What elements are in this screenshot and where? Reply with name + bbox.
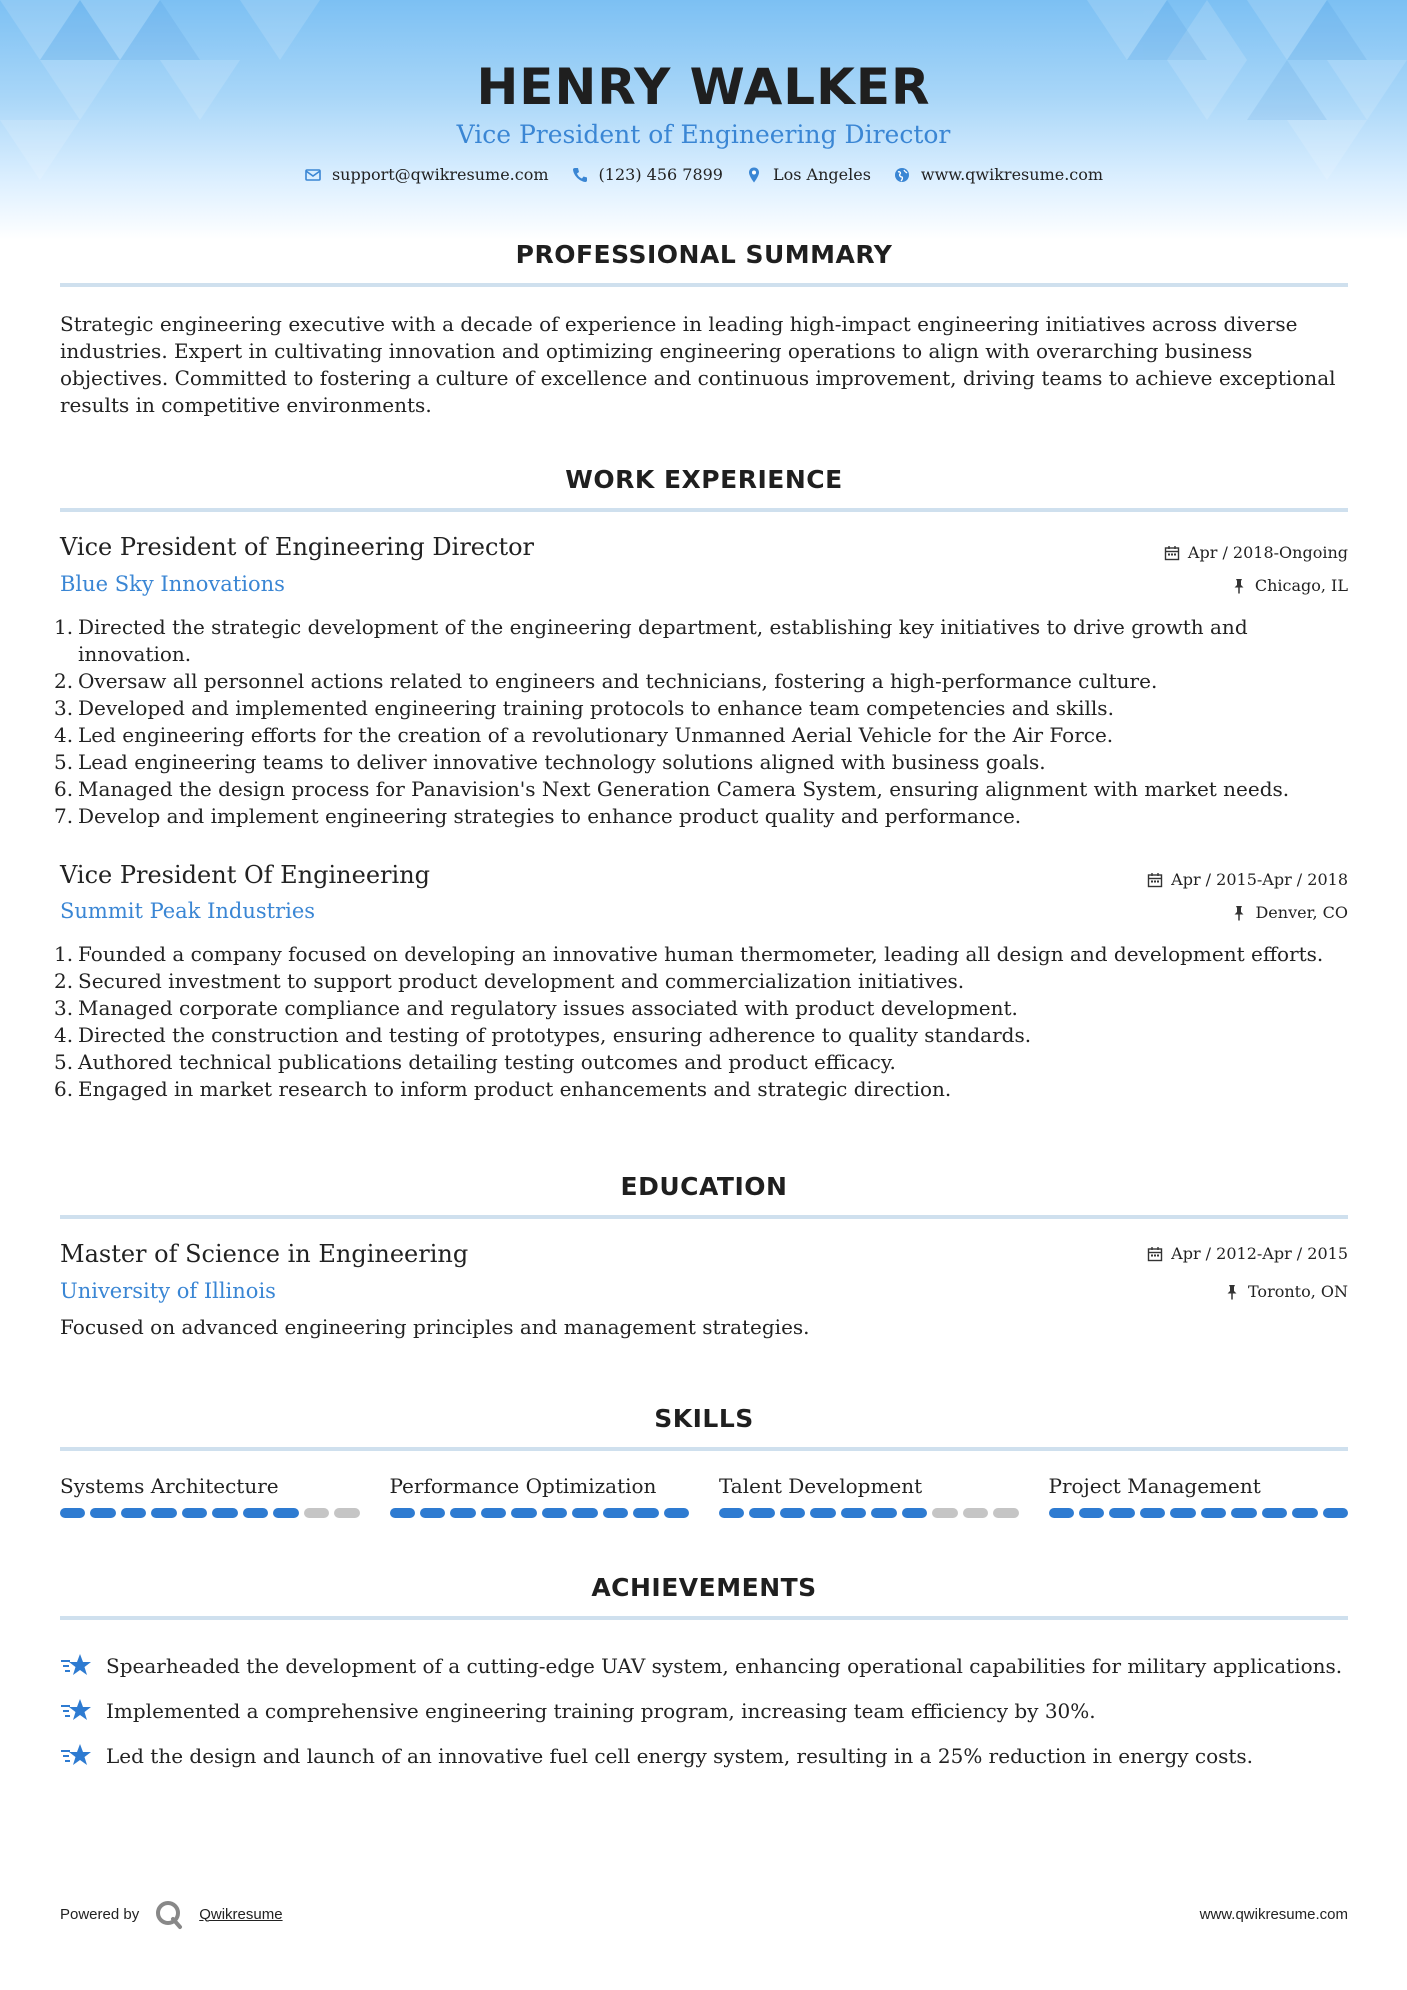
powered-by-label: Powered by [60,1905,140,1923]
skill-item [60,1474,360,1518]
skill-segment-empty [334,1508,359,1518]
star-icon [60,1742,92,1770]
list-item: 6. Engaged in market research to inform product enhancements and strategic direction. [54,1077,952,1101]
skill-segment-filled [902,1508,927,1518]
summary-heading: PROFESSIONAL SUMMARY [515,240,893,269]
achievement-text: Spearheaded the development of a cutting-edge UAV system, enhancing operational capabilities for military applications. [106,1653,1343,1678]
achievements-heading: ACHIEVEMENTS [591,1573,817,1602]
map-pin-icon [745,166,763,184]
contact-phone-text: (123) 456 7899 [598,165,723,184]
summary-divider [60,283,1348,287]
education-location [1224,1282,1348,1301]
skill-segment-filled [542,1508,567,1518]
job-2-title: Vice President Of Engineering [60,861,431,889]
job-1-dates [1164,543,1348,562]
skill-name: Systems Architecture [60,1474,279,1498]
skill-segment-filled [1140,1508,1165,1518]
skill-rating-bar [1049,1508,1349,1518]
education-location-text: Toronto, ON [1248,1282,1348,1301]
calendar-icon [1147,872,1163,888]
list-item: 6. Managed the design process for Panavision's Next Generation Camera System, ensuring alignment with market needs. [54,777,1290,801]
candidate-name: HENRY WALKER [476,58,931,116]
achievement-item [60,1688,1350,1733]
job-1-location-text: Chicago, IL [1254,576,1348,595]
skill-segment-filled [151,1508,176,1518]
skills-heading: SKILLS [654,1404,754,1433]
skill-segment-filled [390,1508,415,1518]
skill-segment-filled [810,1508,835,1518]
skill-segment-filled [633,1508,658,1518]
job-2-location [1231,903,1348,922]
qwikresume-link[interactable]: Qwikresume [199,1905,283,1923]
list-item: 4. Directed the construction and testing of prototypes, ensuring adherence to quality standards. [54,1023,1032,1047]
job-1-bullets [54,614,1350,830]
skill-segment-filled [1049,1508,1074,1518]
skill-segment-filled [1170,1508,1195,1518]
envelope-icon [304,166,322,184]
candidate-title: Vice President of Engineering Director [456,120,951,149]
phone-icon [571,166,589,184]
job-1-dates-text: Apr / 2018-Ongoing [1187,543,1348,562]
skill-segment-filled [1231,1508,1256,1518]
skill-segment-filled [212,1508,237,1518]
list-item: 3. Managed corporate compliance and regulatory issues associated with product development. [54,996,1018,1020]
skill-segment-filled [182,1508,207,1518]
list-item: 2. Secured investment to support product development and commercialization initiatives. [54,969,965,993]
job-1-location [1231,576,1348,595]
skill-rating-bar [719,1508,1019,1518]
job-2-dates [1147,870,1348,889]
experience-divider [60,508,1348,512]
skill-segment-filled [1079,1508,1104,1518]
list-item: 3. Developed and implemented engineering training protocols to enhance team competencies and skills. [54,696,1114,720]
skill-rating-bar [60,1508,360,1518]
job-2-location-text: Denver, CO [1255,903,1348,922]
achievement-text: Led the design and launch of an innovative fuel cell energy system, resulting in a 25% reduction in energy costs. [106,1743,1254,1768]
list-item: 2. Oversaw all personnel actions related to engineers and technicians, fostering a high-performance culture. [54,669,1158,693]
skill-segment-filled [664,1508,689,1518]
experience-heading: WORK EXPERIENCE [565,465,843,494]
star-icon [60,1697,92,1725]
resume-header [0,58,1407,184]
skill-item [719,1474,1019,1518]
footer-url[interactable]: www.qwikresume.com [1199,1906,1348,1923]
skill-segment-filled [841,1508,866,1518]
pushpin-icon [1231,578,1247,594]
achievements-divider [60,1616,1348,1620]
skill-segment-filled [1262,1508,1287,1518]
skill-name: Talent Development [719,1474,923,1498]
education-dates [1147,1244,1348,1263]
contact-email[interactable] [304,165,549,184]
skill-item [390,1474,690,1518]
skill-segment-empty [993,1508,1018,1518]
skill-segment-empty [304,1508,329,1518]
skill-segment-filled [450,1508,475,1518]
skills-list [60,1474,1348,1518]
skill-segment-filled [1323,1508,1348,1518]
contact-row [0,165,1407,184]
pushpin-icon [1231,905,1247,921]
education-degree: Master of Science in Engineering [60,1240,469,1268]
calendar-icon [1147,1246,1163,1262]
education-divider [60,1215,1348,1219]
education-description: Focused on advanced engineering principles and management strategies. [60,1315,810,1339]
skills-divider [60,1447,1348,1451]
qwikresume-logo-icon [153,1898,185,1930]
skill-segment-filled [273,1508,298,1518]
education-school: University of Illinois [60,1279,276,1303]
contact-website[interactable] [893,165,1103,184]
skill-segment-filled [420,1508,445,1518]
skill-segment-empty [963,1508,988,1518]
skill-name: Performance Optimization [389,1474,657,1498]
job-1-company: Blue Sky Innovations [60,572,285,596]
contact-phone[interactable] [571,165,723,184]
achievement-text: Implemented a comprehensive engineering training program, increasing team efficiency by 30%. [106,1698,1096,1723]
skill-segment-filled [90,1508,115,1518]
skill-item [1049,1474,1349,1518]
job-2-company: Summit Peak Industries [60,899,316,923]
contact-location [745,165,871,184]
contact-location-text: Los Angeles [772,165,871,184]
globe-icon [893,166,911,184]
skill-rating-bar [390,1508,690,1518]
job-2-bullets [54,941,1350,1103]
summary-text: Strategic engineering executive with a decade of experience in leading high-impact engineering initiatives across diverse industries. Expert in cultivating innovation and optimizing engineering operations to align with overarching business objectives. Committed to fostering a culture of excellence and continuous improvement, driving teams to achieve exceptional results in competitive environments. [60,312,1336,417]
skill-segment-filled [1109,1508,1134,1518]
skill-segment-filled [1292,1508,1317,1518]
skill-name: Project Management [1048,1474,1261,1498]
education-heading: EDUCATION [620,1172,788,1201]
star-icon [60,1652,92,1680]
calendar-icon [1164,545,1180,561]
achievement-item [60,1733,1350,1778]
pushpin-icon [1224,1284,1240,1300]
skill-segment-filled [1201,1508,1226,1518]
skill-segment-filled [719,1508,744,1518]
job-2-dates-text: Apr / 2015-Apr / 2018 [1171,870,1348,889]
skill-segment-filled [749,1508,774,1518]
list-item: 5. Lead engineering teams to deliver innovative technology solutions aligned with business goals. [54,750,1046,774]
skill-segment-filled [780,1508,805,1518]
skill-segment-filled [243,1508,268,1518]
contact-email-text: support@qwikresume.com [331,165,549,184]
contact-website-text: www.qwikresume.com [920,165,1104,184]
skill-segment-filled [572,1508,597,1518]
list-item: 7. Develop and implement engineering strategies to enhance product quality and performance. [54,804,1022,828]
list-item: 4. Led engineering efforts for the creation of a revolutionary Unmanned Aerial Vehicle for the Air Force. [54,723,1114,747]
skill-segment-filled [603,1508,628,1518]
skill-segment-filled [121,1508,146,1518]
skill-segment-filled [871,1508,896,1518]
education-dates-text: Apr / 2012-Apr / 2015 [1171,1244,1348,1263]
list-item: 1. Founded a company focused on developing an innovative human thermometer, leading all design and development efforts. [54,942,1324,966]
list-item: 5. Authored technical publications detailing testing outcomes and product efficacy. [54,1050,896,1074]
job-1-title: Vice President of Engineering Director [60,533,535,561]
list-item: 1. Directed the strategic development of the engineering department, establishing key initiatives to drive growth and innovation. [54,615,1248,666]
footer-powered-by [60,1898,283,1930]
skill-segment-empty [932,1508,957,1518]
skill-segment-filled [511,1508,536,1518]
skill-segment-filled [481,1508,506,1518]
achievement-item [60,1643,1350,1688]
skill-segment-filled [60,1508,85,1518]
achievements-list [60,1643,1350,1778]
